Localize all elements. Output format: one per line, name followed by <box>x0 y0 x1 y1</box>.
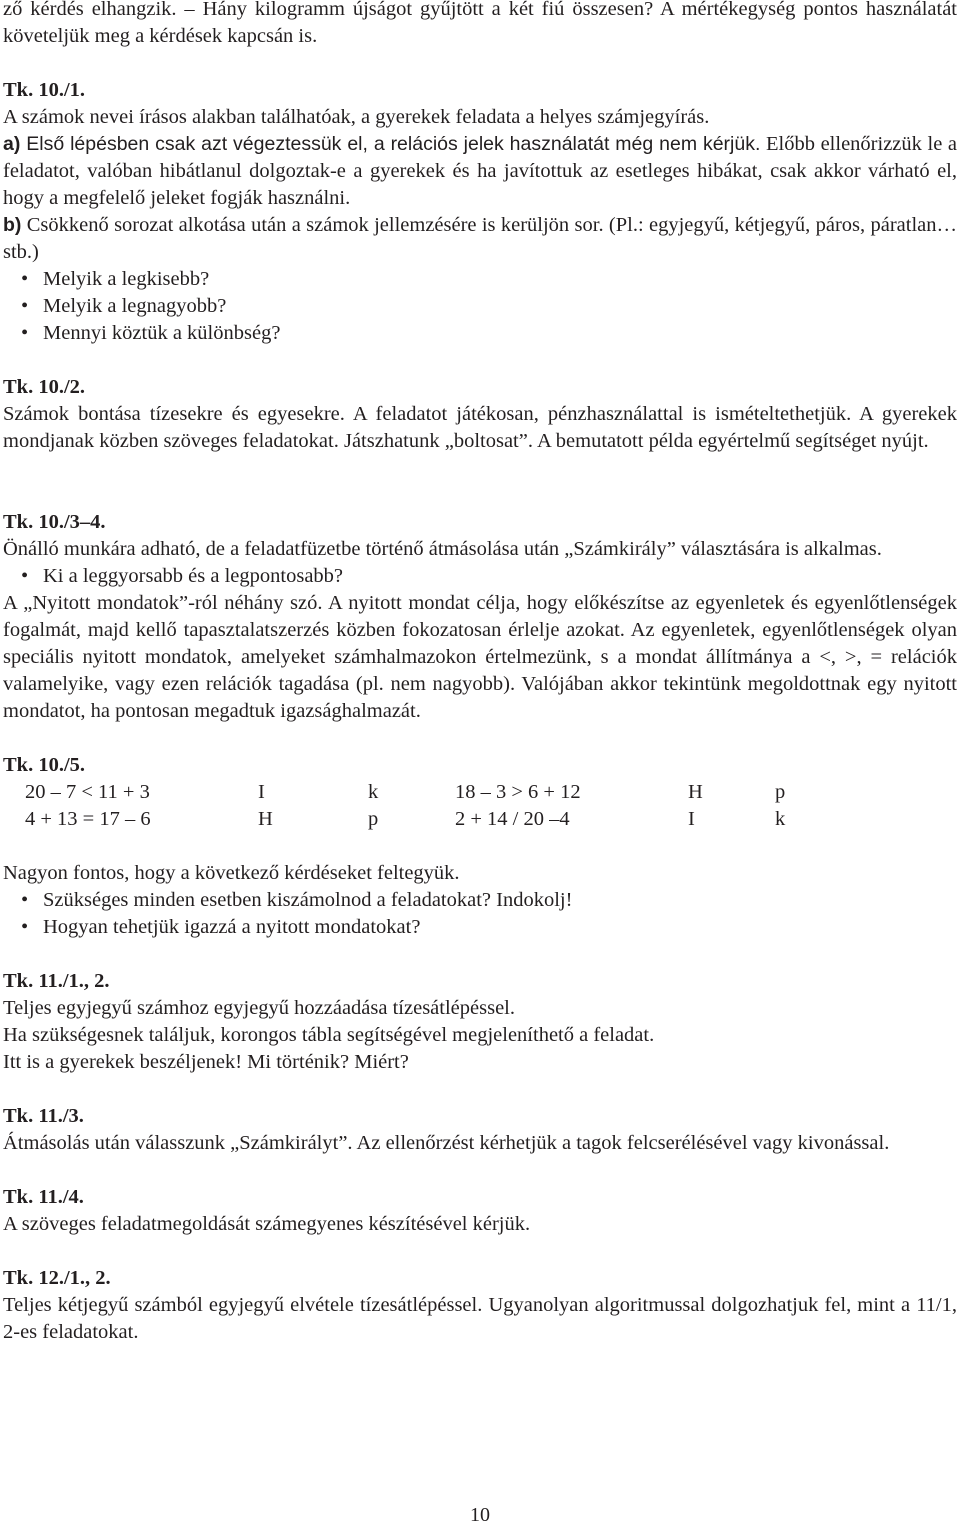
table-cell: I <box>688 808 695 830</box>
document-page <box>3 0 957 1346</box>
table-cell: 20 – 7 < 11 + 3 <box>25 781 150 803</box>
s1-bullet-list <box>3 266 957 347</box>
s1-b-label: b) <box>3 214 22 236</box>
s3-paragraph-1: Önálló munkára adható, de a feladatfüzetbe történő átmásolása után „Számkirály” választására is alkalmas. <box>3 538 882 560</box>
table-cell: H <box>258 808 273 830</box>
heading-tk-11-4: Tk. 11./4. <box>3 1186 84 1208</box>
s5-line: Itt is a gyerekek beszéljenek! Mi történik? Miért? <box>3 1051 409 1073</box>
list-item: • Hogyan tehetjük igazzá a nyitott mondatokat? <box>21 914 957 941</box>
table-row <box>25 806 835 833</box>
s1-paragraph: A számok nevei írásos alakban találhatóak, a gyerekek feladata a helyes számjegyírás. <box>3 106 710 128</box>
list-item: • Ki a leggyorsabb és a legpontosabb? <box>21 563 957 590</box>
table-cell: p <box>775 781 786 803</box>
page-number: 10 <box>470 1504 490 1526</box>
s1-a-sans-text: Első lépésben csak azt végeztessük el, a relációs jelek használatát még nem kérjük. <box>20 133 761 155</box>
s1-item-b <box>3 212 957 266</box>
heading-tk-10-1: Tk. 10./1. <box>3 79 86 101</box>
s1-a-label: a) <box>3 133 21 155</box>
s6-paragraph: Átmásolás után válasszunk „Számkirályt”. Az ellenőrzést kérhetjük a tagok felcserélésével vagy kivonással. <box>3 1132 890 1154</box>
table-cell: H <box>688 781 703 803</box>
heading-tk-10-2: Tk. 10./2. <box>3 376 86 398</box>
list-item: • Melyik a legkisebb? <box>21 266 957 293</box>
s3-paragraph-2: A „Nyitott mondatok”-ról néhány szó. A nyitott mondat célja, hogy előkészítse az egyenletek és egyenlőtlenségek fogalmát, majd kellő tapasztalatszerzés közben fokozatosan érlelje azokat. Az egyenletek, egyenlőtlenségek olyan speciális nyitott mondatok, amelyeket számhalmazokon értelmezünk, s a mondat állítmánya a <, >, = relációk valamelyike, vagy ezen relációk tagadása (pl. nem nagyobb). Valójában akkor tekintünk megoldottnak egy nyitott mondatot, ha pontosan megadtuk igazsághalmazát. <box>3 592 957 722</box>
table-cell: k <box>368 781 379 803</box>
bullet-icon: • <box>21 889 29 911</box>
list-item: • Mennyi köztük a különbség? <box>21 320 957 347</box>
heading-tk-10-5: Tk. 10./5. <box>3 754 86 776</box>
s4-bullet-list <box>3 887 957 941</box>
table-cell: I <box>258 781 265 803</box>
bullet-icon: • <box>21 916 29 938</box>
s1-item-a <box>3 131 957 212</box>
heading-tk-11-1-2: Tk. 11./1., 2. <box>3 970 110 992</box>
table-cell: 2 + 14 / 20 –4 <box>455 808 570 830</box>
heading-tk-12-1-2: Tk. 12./1., 2. <box>3 1267 111 1289</box>
bullet-icon: • <box>21 295 29 317</box>
table-cell: 18 – 3 > 6 + 12 <box>455 781 581 803</box>
s1-b-text: Csökkenő sorozat alkotása után a számok jellemzésére is kerüljön sor. (Pl.: egyjegyű, kétjegyű, páros, páratlan… stb.) <box>3 214 957 263</box>
bullet-icon: • <box>21 268 29 290</box>
table-row <box>25 779 835 806</box>
table-cell: k <box>775 808 786 830</box>
list-item: • Melyik a legnagyobb? <box>21 293 957 320</box>
s2-paragraph: Számok bontása tízesekre és egyesekre. A feladatot játékosan, pénzhasználattal is ismételtethetjük. A gyerekek mondjanak közben szöveges feladatokat. Játszhatunk „boltosat”. A bemutatott példa egyértelmű segítséget nyújt. <box>3 403 957 452</box>
s5-line: Teljes egyjegyű számhoz egyjegyű hozzáadása tízesátlépéssel. <box>3 997 515 1019</box>
heading-tk-11-3: Tk. 11./3. <box>3 1105 84 1127</box>
list-item: • Szükséges minden esetben kiszámolnod a feladatokat? Indokolj! <box>21 887 957 914</box>
table-cell: p <box>368 808 379 830</box>
open-sentence-table <box>25 779 835 833</box>
heading-tk-10-3-4: Tk. 10./3–4. <box>3 511 106 533</box>
table-cell: 4 + 13 = 17 – 6 <box>25 808 151 830</box>
bullet-icon: • <box>21 322 29 344</box>
bullet-icon: • <box>21 565 29 587</box>
intro-paragraph: ző kérdés elhangzik. – Hány kilogramm újságot gyűjtött a két fiú összesen? A mértékegység pontos használatát követeljük meg a kérdések kapcsán is. <box>3 0 957 47</box>
s7-paragraph: A szöveges feladatmegoldását számegyenes készítésével kérjük. <box>3 1213 531 1235</box>
s5-line: Ha szükségesnek találjuk, korongos tábla segítségével megjeleníthető a feladat. <box>3 1024 655 1046</box>
s8-paragraph: Teljes kétjegyű számból egyjegyű elvétele tízesátlépéssel. Ugyanolyan algoritmussal dolgozhatjuk fel, mint a 11/1, 2-es feladatokat. <box>3 1294 957 1343</box>
s4-paragraph: Nagyon fontos, hogy a következő kérdéseket feltegyük. <box>3 862 460 884</box>
s3-bullet-list <box>3 563 957 590</box>
s1-a-serif-text: Előbb ellenőrizzük le a feladatot, valóban hibátlanul dolgoztak-e a gyerekek és ha javítottuk az esetleges hibákat, csak akkor várható el, hogy a megfelelő jeleket fogják használni. <box>3 133 958 209</box>
